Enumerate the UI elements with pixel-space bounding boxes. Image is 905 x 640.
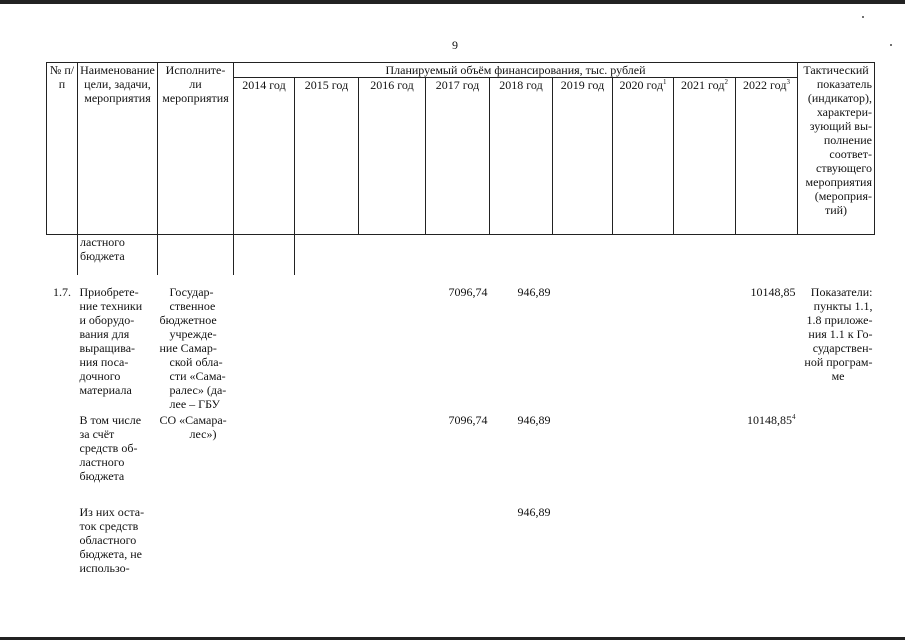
header-tactical-line: ствующего	[816, 161, 872, 175]
row-name	[78, 413, 158, 505]
scan-speck	[890, 44, 892, 46]
table-spacer	[47, 275, 875, 285]
row-indicator-line: пункты 1.1,	[813, 298, 873, 313]
footnote-marker: 4	[792, 412, 796, 421]
header-name-line: цели, задачи,	[84, 77, 151, 91]
row-name-line: и оборудо-	[79, 312, 135, 327]
row-executor-line: учрежде-	[169, 326, 217, 341]
header-tactical-indicator	[798, 63, 875, 235]
row-name-line: Из них оста-	[79, 504, 145, 519]
header-executor-line: ли	[189, 77, 202, 91]
row-name-line: Приобрете-	[79, 284, 139, 299]
row-executor-line: ственное	[169, 298, 216, 313]
row-indicator-line: Показатели:	[810, 284, 873, 299]
header-num: № п/п	[47, 63, 78, 235]
row-value-2018: 946,89	[517, 412, 551, 427]
row-executor-line: ской обла-	[169, 354, 223, 369]
row-name-line: материала	[79, 382, 132, 397]
row-executor-line: сти «Сама-	[169, 368, 226, 383]
header-tactical-line: мероприятия	[805, 175, 872, 189]
row-indicator-line: ме	[831, 368, 845, 383]
row-executor-line: ралес» (да-	[169, 382, 227, 397]
header-tactical-line: показатель	[816, 77, 872, 91]
row-executor-line: лес»)	[189, 426, 217, 441]
row-name-line: В том числе	[79, 412, 142, 427]
header-year-2016: 2016 год	[359, 78, 426, 235]
row-name-line: использо-	[79, 560, 130, 575]
row-num: 1.7.	[53, 284, 71, 299]
funding-table	[46, 62, 875, 583]
header-executor	[158, 63, 234, 235]
row-value-2017: 7096,74	[448, 284, 488, 299]
row-name-line: ластного	[80, 235, 125, 249]
table-row-1-7	[47, 285, 875, 413]
header-executor-line: мероприятия	[162, 91, 229, 105]
header-tactical-line: полнение	[823, 133, 872, 147]
row-value-2022: 10148,85	[750, 284, 796, 299]
header-tactical-line: зующий вы-	[809, 119, 872, 133]
scan-top-edge	[0, 0, 905, 4]
table-row-remainder	[47, 505, 875, 583]
row-value-2017: 7096,74	[448, 412, 488, 427]
row-name-line: ние техники	[79, 298, 143, 313]
header-year-2015: 2015 год	[295, 78, 359, 235]
page-number: 9	[452, 38, 458, 52]
row-indicator	[798, 285, 875, 413]
table-body	[47, 235, 875, 583]
row-indicator-line: ной програм-	[804, 354, 873, 369]
row-name-line: бюджета, не	[79, 546, 142, 561]
table-row-incl-regional	[47, 413, 875, 505]
header-year-2019: 2019 год	[553, 78, 613, 235]
row-value-2022: 10148,85$^4$	[747, 412, 796, 427]
header-tactical-line: соответ-	[829, 147, 872, 161]
row-name-line: ния поса-	[79, 354, 129, 369]
row-name-line: бюджета	[80, 249, 125, 263]
header-year-2017: 2017 год	[426, 78, 490, 235]
header-executor-line: Исполните-	[165, 63, 226, 77]
row-name-line: за счёт	[79, 426, 115, 441]
row-name-line: бюджета	[79, 468, 125, 483]
header-tactical-line: (индикатор),	[807, 91, 872, 105]
header-year-2018: 2018 год	[490, 78, 553, 235]
header-tactical-line: (мероприя-	[814, 189, 872, 203]
row-name-line: дочного	[79, 368, 121, 383]
row-name-line: областного	[79, 532, 137, 547]
row-name	[78, 235, 158, 275]
header-funding-group: Планируемый объём финансирования, тыс. рублей	[234, 63, 798, 78]
row-executor-line: СО «Самара-	[159, 412, 227, 427]
row-executor-line: бюджетное	[159, 312, 217, 327]
row-executor	[158, 285, 234, 413]
header-name-line: мероприятия	[84, 91, 151, 105]
row-executor-line: лее – ГБУ	[169, 396, 221, 411]
row-name-line: ток средств	[79, 518, 139, 533]
header-year-2022: 2022 год$^3$	[736, 78, 798, 235]
row-name-line: вания для	[79, 326, 130, 341]
header-year-2014: 2014 год	[234, 78, 295, 235]
row-name-line: выращива-	[79, 340, 136, 355]
header-name-line: Наименование	[80, 63, 155, 77]
header-name	[78, 63, 158, 235]
row-executor	[158, 413, 234, 505]
header-tactical-line: Тактический	[803, 63, 869, 77]
row-indicator-line: ния 1.1 к Го-	[808, 326, 873, 341]
row-name	[78, 505, 158, 583]
row-value-2018: 946,89	[517, 504, 551, 519]
row-executor-line: Государ-	[169, 284, 214, 299]
row-value-2018: 946,89	[517, 284, 551, 299]
header-year-2021: 2021 год$^2$	[674, 78, 736, 235]
row-name	[78, 285, 158, 413]
row-indicator-line: 1.8 приложе-	[806, 312, 873, 327]
header-tactical-line: тий)	[824, 203, 848, 217]
table-header	[47, 63, 875, 235]
row-name-line: ластного	[79, 454, 125, 469]
header-year-2020: 2020 год$^1$	[613, 78, 674, 235]
table-row	[47, 235, 875, 275]
scan-speck	[862, 16, 864, 18]
row-indicator-line: сударствен-	[812, 340, 873, 355]
row-name-line: средств об-	[79, 440, 138, 455]
header-tactical-line: характери-	[816, 105, 872, 119]
row-executor-line: ние Самар-	[159, 340, 217, 355]
